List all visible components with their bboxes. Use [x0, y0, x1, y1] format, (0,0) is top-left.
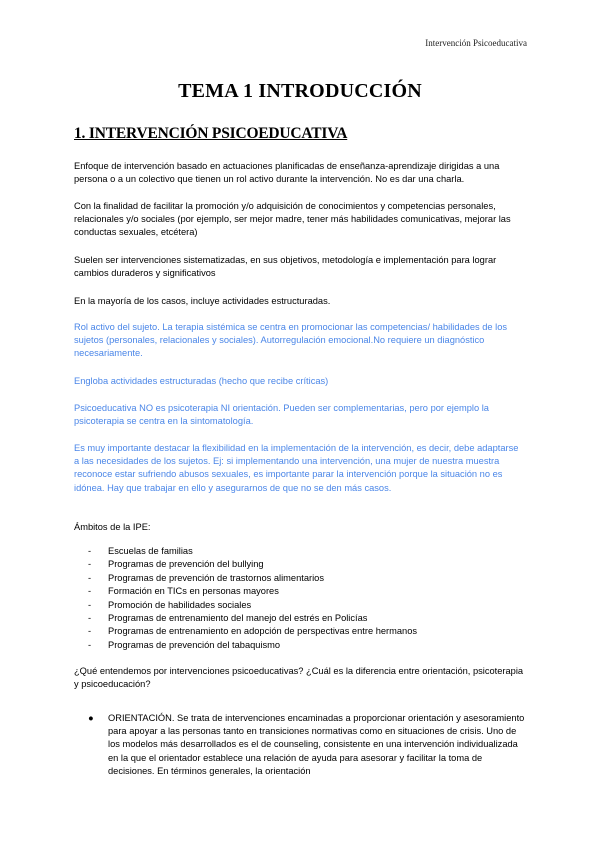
- note-not-psychotherapy: Psicoeducativa NO es psicoterapia NI orientación. Pueden ser complementarias, pero por ejemplo la psicoterapia se centra en la sintomatología.: [74, 403, 489, 427]
- list-item: [88, 545, 417, 558]
- paragraph-systematized: Suelen ser intervenciones sistematizadas, en sus objetivos, metodología e implementación para lograr cambios duraderos y significativos: [74, 255, 497, 279]
- orientacion-text: ORIENTACIÓN. Se trata de intervenciones encaminadas a proporcionar orientación y asesoramiento para apoyar a las personas tanto en transiciones normativas como en situaciones de crisis. Uno de los modelos más desarrollados es el de counseling, consistente en una intervención individualizada en la que el orientador establece una relación de ayuda para asesorar y facilitar la toma de decisiones. En términos generales, la orientación: [108, 713, 525, 776]
- list-item: [88, 558, 417, 571]
- list-item: [88, 612, 417, 625]
- list-item: [88, 572, 417, 585]
- ambitos-label: Ámbitos de la IPE:: [74, 522, 151, 532]
- note-active-role: Rol activo del sujeto. La terapia sistémica se centra en promocionar las competencias/ habilidades de los sujetos (personales, relacionales y sociales). Autorregulación emocional.No requiere un diagnóstico necesariamente.: [74, 322, 508, 359]
- list-item-text: Formación en TICs en personas mayores: [108, 586, 279, 597]
- list-item-text: Escuelas de familias: [108, 546, 193, 556]
- list-item: [88, 585, 417, 598]
- list-item-text: Programas de entrenamiento en adopción de perspectivas entre hermanos: [108, 626, 418, 637]
- note-flexibility: Es muy importante destacar la flexibilidad en la implementación de la intervención, es decir, debe adaptarse a las necesidades de los sujetos. Ej: si implementando una intervención, una mujer de nuestra muestra reconoce estar sufriendo abusos sexuales, es importante parar la intervención porque la situación no es idónea. Hay que trabajar en ello y asegurarnos de que no se den más casos.: [74, 443, 519, 493]
- list-item-text: Programas de prevención de trastornos alimentarios: [108, 572, 325, 583]
- paragraph-definition: Enfoque de intervención basado en actuaciones planificadas de enseñanza-aprendizaje dirigidas a una persona o a un colectivo que tienen un rol activo durante la intervención. No es dar una charla.: [74, 161, 500, 185]
- dash-marker: -: [88, 599, 92, 610]
- orientacion-bullet: [88, 712, 526, 778]
- list-item: [88, 625, 417, 638]
- question-paragraph: ¿Qué entendemos por intervenciones psicoeducativas? ¿Cuál es la diferencia entre orientación, psicoterapia y psicoeducación?: [74, 666, 524, 690]
- dash-marker: -: [88, 613, 92, 624]
- dash-marker: -: [88, 586, 92, 597]
- dash-marker: -: [88, 546, 92, 556]
- note-activities: Engloba actividades estructuradas (hecho que recibe críticas): [74, 376, 329, 386]
- dash-marker: -: [88, 559, 92, 570]
- dash-marker: -: [88, 626, 92, 637]
- list-item-text: Promoción de habilidades sociales: [108, 599, 252, 610]
- dash-marker: -: [88, 639, 92, 650]
- ambitos-list: [88, 545, 417, 652]
- list-item: [88, 639, 417, 652]
- paragraph-purpose: Con la finalidad de facilitar la promoción y/o adquisición de conocimientos y competencias personales, relacionales y/o sociales (por ejemplo, ser mejor madre, tener más habilidades comunicativas, mejorar las conductas sexuales, etcétera): [74, 201, 511, 238]
- list-item: [88, 599, 417, 612]
- list-item-text: Programas de prevención del tabaquismo: [108, 639, 281, 650]
- dash-marker: -: [88, 572, 92, 583]
- paragraph-structured: En la mayoría de los casos, incluye actividades estructuradas.: [74, 296, 331, 306]
- section-heading: 1. INTERVENCIÓN PSICOEDUCATIVA: [74, 125, 348, 142]
- list-item-text: Programas de entrenamiento del manejo del estrés en Policías: [108, 613, 368, 624]
- list-item-text: Programas de prevención del bullying: [108, 559, 264, 570]
- page-title: TEMA 1 INTRODUCCIÓN: [178, 80, 422, 102]
- running-header: Intervención Psicoeducativa: [425, 38, 527, 48]
- bullet-icon: ●: [88, 713, 94, 723]
